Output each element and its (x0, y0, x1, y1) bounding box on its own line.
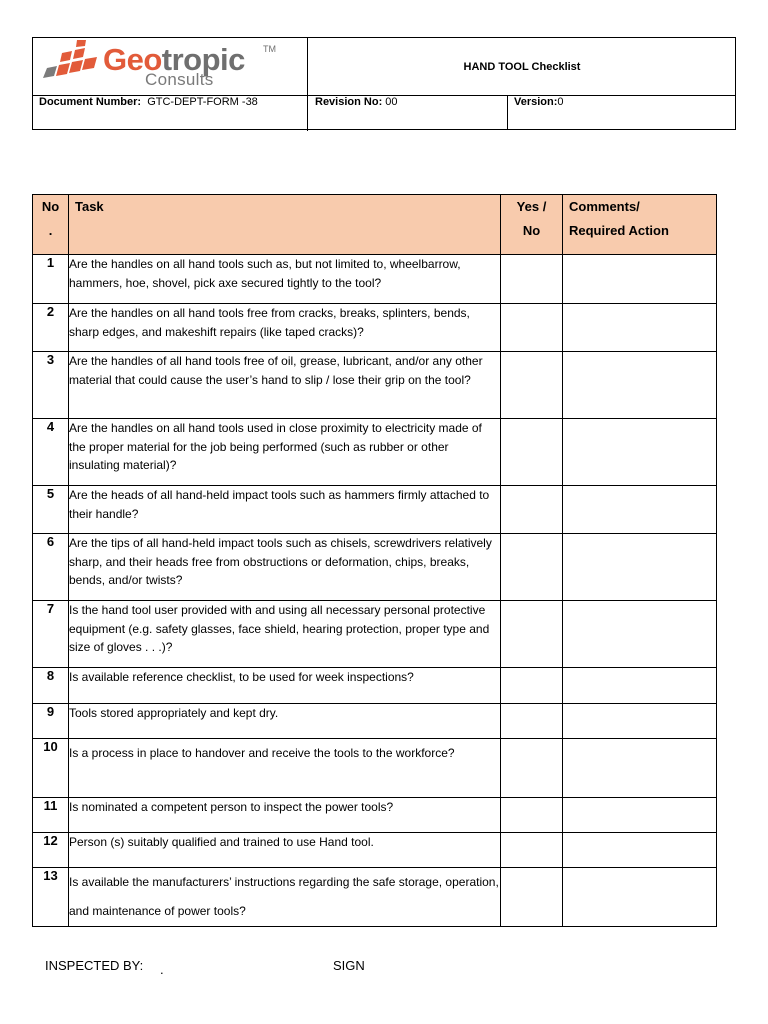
comments-cell[interactable] (563, 255, 717, 304)
comments-cell[interactable] (563, 486, 717, 534)
row-number: 12 (33, 833, 69, 868)
row-task: Are the tips of all hand-held impact tools such as chisels, screwdrivers relatively sharp, and their heads free from obstructions or deformation, chips, breaks, bends, and/or twists? (69, 534, 501, 601)
divider (507, 95, 508, 130)
document-header (32, 37, 736, 130)
company-logo (37, 40, 303, 92)
row-task: Person (s) suitably qualified and trained to use Hand tool. (69, 833, 501, 868)
table-row (33, 739, 717, 798)
row-number: 4 (33, 419, 69, 486)
yes-no-cell[interactable] (501, 739, 563, 798)
document-title: HAND TOOL Checklist (463, 60, 581, 73)
table-row (33, 833, 717, 868)
yes-no-cell[interactable] (501, 534, 563, 601)
column-header-no: No . (33, 195, 69, 255)
comments-cell[interactable] (563, 798, 717, 833)
table-header-row (33, 195, 717, 255)
table-row (33, 668, 717, 704)
row-number: 6 (33, 534, 69, 601)
inspected-by-label: INSPECTED BY: (45, 958, 144, 973)
row-number: 3 (33, 352, 69, 419)
row-task: Is available reference checklist, to be used for week inspections? (69, 668, 501, 704)
table-row (33, 486, 717, 534)
row-number: 5 (33, 486, 69, 534)
logo-wordmark: Geotropic (103, 42, 245, 77)
document-number: Document Number: GTC-DEPT-FORM -38 (39, 96, 258, 108)
yes-no-cell[interactable] (501, 352, 563, 419)
logo-mark-icon (37, 40, 101, 84)
comments-cell[interactable] (563, 601, 717, 668)
column-header-task: Task (69, 195, 501, 255)
yes-no-cell[interactable] (501, 668, 563, 704)
table-row (33, 704, 717, 739)
column-header-comments: Comments/ Required Action (563, 195, 717, 255)
table-row (33, 352, 717, 419)
yes-no-cell[interactable] (501, 833, 563, 868)
table-row (33, 534, 717, 601)
row-task: Is a process in place to handover and receive the tools to the workforce? (69, 739, 501, 798)
logo-subtitle: Consults (145, 70, 214, 89)
row-number: 7 (33, 601, 69, 668)
row-task: Are the handles on all hand tools used in close proximity to electricity made of the proper material for the job being performed (such as rubber or other insulating material)? (69, 419, 501, 486)
comments-cell[interactable] (563, 419, 717, 486)
table-row (33, 868, 717, 927)
comments-cell[interactable] (563, 739, 717, 798)
comments-cell[interactable] (563, 704, 717, 739)
table-row (33, 304, 717, 352)
yes-no-cell[interactable] (501, 704, 563, 739)
row-task: Is available the manufacturers’ instructions regarding the safe storage, operation, and maintenance of power tools? (69, 868, 501, 927)
yes-no-cell[interactable] (501, 601, 563, 668)
row-number: 10 (33, 739, 69, 798)
table-row (33, 419, 717, 486)
row-task: Tools stored appropriately and kept dry. (69, 704, 501, 739)
yes-no-cell[interactable] (501, 868, 563, 927)
comments-cell[interactable] (563, 352, 717, 419)
row-number: 13 (33, 868, 69, 927)
yes-no-cell[interactable] (501, 798, 563, 833)
sign-label: SIGN (333, 958, 365, 973)
row-task: Are the handles of all hand tools free of oil, grease, lubricant, and/or any other material that could cause the user’s hand to slip / lose their grip on the tool? (69, 352, 501, 419)
yes-no-cell[interactable] (501, 486, 563, 534)
comments-cell[interactable] (563, 534, 717, 601)
comments-cell[interactable] (563, 304, 717, 352)
comments-cell[interactable] (563, 868, 717, 927)
row-number: 9 (33, 704, 69, 739)
row-task: Is nominated a competent person to inspect the power tools? (69, 798, 501, 833)
version-number: Version:0 (514, 96, 564, 108)
logo-trademark: TM (263, 44, 276, 54)
comments-cell[interactable] (563, 668, 717, 704)
row-number: 1 (33, 255, 69, 304)
row-number: 2 (33, 304, 69, 352)
table-row (33, 798, 717, 833)
comments-cell[interactable] (563, 833, 717, 868)
row-task: Are the heads of all hand-held impact tools such as hammers firmly attached to their handle? (69, 486, 501, 534)
table-row (33, 601, 717, 668)
row-task: Are the handles on all hand tools such as, but not limited to, wheelbarrow, hammers, hoe, shovel, pick axe secured tightly to the tool? (69, 255, 501, 304)
checklist-table (32, 194, 717, 927)
row-task: Are the handles on all hand tools free from cracks, breaks, splinters, bends, sharp edges, and makeshift repairs (like taped cracks)? (69, 304, 501, 352)
row-number: 11 (33, 798, 69, 833)
yes-no-cell[interactable] (501, 419, 563, 486)
inspected-by-field[interactable]: . (160, 962, 164, 977)
row-task: Is the hand tool user provided with and using all necessary personal protective equipment (e.g. safety glasses, face shield, hearing protection, proper type and size of gloves . . .)? (69, 601, 501, 668)
table-row (33, 255, 717, 304)
yes-no-cell[interactable] (501, 255, 563, 304)
column-header-yes-no: Yes / No (501, 195, 563, 255)
yes-no-cell[interactable] (501, 304, 563, 352)
revision-number: Revision No: 00 (315, 96, 398, 108)
row-number: 8 (33, 668, 69, 704)
